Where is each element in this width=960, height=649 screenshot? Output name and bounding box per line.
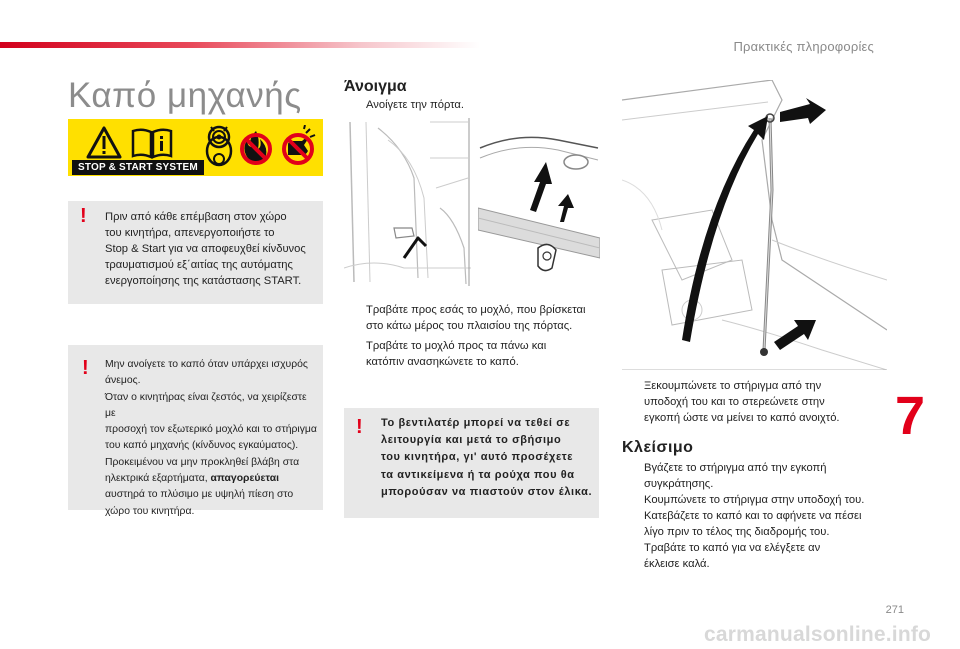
warning-line	[105, 471, 320, 487]
warning-line: του κινητήρα, γι' αυτό προσέχετε	[381, 451, 574, 464]
opening-heading: Άνοιγμα	[344, 78, 407, 95]
step-line: συγκράτησης.	[644, 478, 714, 490]
warning-line: Το βεντιλατέρ μπορεί να τεθεί σε	[381, 417, 571, 429]
opening-step-1	[344, 97, 604, 113]
step-text	[622, 460, 887, 492]
warning-text	[381, 415, 593, 501]
warning-exclamation-icon: !	[82, 357, 89, 379]
stop-start-warning-box	[68, 201, 323, 304]
bonnet-catch-illustration	[478, 118, 600, 286]
warning-line: μπορούσαν να πιαστούν στον έλικα.	[381, 485, 593, 498]
warning-line: Stop & Start για να αποφευχθεί κίνδυνος	[105, 243, 306, 255]
step-text	[622, 540, 887, 572]
step-line: στο κάτω μέρος του πλαισίου της πόρτας.	[366, 320, 573, 332]
step-line: έκλεισε καλά.	[644, 558, 710, 570]
interior-release-lever-illustration	[344, 118, 471, 286]
stop-start-label: STOP & START SYSTEM	[72, 160, 204, 175]
step-line: Τραβάτε το μοχλό προς τα πάνω και	[366, 340, 547, 352]
page-title: Καπό μηχανής	[68, 76, 302, 115]
closing-step-4	[622, 540, 887, 572]
wind-heat-warning-box	[68, 345, 323, 517]
warning-line: Πριν από κάθε επέμβαση στον χώρο	[105, 211, 287, 223]
warning-text	[105, 209, 317, 289]
step-line: Βγάζετε το στήριγμα από την εγκοπή	[644, 462, 827, 474]
warning-line: τα αντικείμενα ή τα ρούχα που θα	[381, 468, 575, 481]
step-line: υποδοχή του και το στερεώνετε στην	[644, 396, 825, 408]
warning-label-panel	[68, 119, 323, 176]
warning-line: Προκειμένου να μην προκληθεί βλάβη στα	[105, 456, 300, 468]
step-line: λίγο πριν το τέλος της διαδρομής του.	[644, 526, 830, 538]
warning-line: ενεργοποίησης της κατάστασης START.	[105, 275, 302, 287]
warning-line: του κινητήρα, απενεργοποιήστε το	[105, 227, 275, 239]
warning-line: του καπό μηχανής (κίνδυνος εγκαύματος).	[105, 440, 299, 452]
fan-warning-box	[344, 408, 599, 518]
step-text: Ανοίγετε την πόρτα.	[366, 99, 464, 111]
no-flame-icon	[238, 125, 274, 171]
warning-line: άνεμος.	[105, 375, 141, 387]
step-text	[622, 508, 887, 540]
warning-triangle-icon	[86, 126, 122, 160]
closing-heading: Κλείσιμο	[622, 439, 694, 456]
warning-line-prefix: ηλεκτρικά εξαρτήματα,	[105, 473, 211, 485]
warning-line: λειτουργία και μετά το σβήσιμο	[381, 434, 562, 447]
bonnet-prop-illustration	[622, 80, 887, 370]
warning-line: χώρο του κινητήρα.	[105, 505, 195, 517]
step-text	[344, 302, 604, 334]
step-line: Τραβάτε το καπό για να ελέγξετε αν	[644, 542, 821, 554]
watermark: carmanualsonline.info	[704, 623, 932, 646]
step-text	[622, 378, 887, 426]
warning-text	[105, 357, 320, 520]
section-title: Πρακτικές πληροφορίες	[733, 39, 874, 54]
warning-line: Μην ανοίγετε το καπό όταν υπάρχει ισχυρός	[105, 359, 308, 370]
warning-line: Όταν ο κινητήρας είναι ζεστός, να χειρίζεστε με	[105, 391, 307, 419]
opening-step-3	[344, 338, 604, 370]
step-line: Κατεβάζετε το καπό και το αφήνετε να πέσει	[644, 510, 862, 522]
warning-emphasis: απαγορεύεται	[210, 473, 280, 485]
closing-step-1	[622, 460, 887, 492]
header-accent-bar	[0, 42, 480, 48]
closing-step-3	[622, 508, 887, 540]
warning-line: τραυματισμού εξ΄αιτίας της αυτόματης	[105, 259, 293, 271]
closing-step-2	[622, 492, 887, 508]
page-number: 271	[885, 604, 904, 616]
step-text: Κουμπώνετε το στήριγμα στην υποδοχή του.	[644, 494, 865, 506]
warning-line: προσοχή τον εξωτερικό μοχλό και το στήριγμα	[105, 424, 317, 436]
step-line: Τραβάτε προς εσάς το μοχλό, που βρίσκεται	[366, 304, 586, 316]
chapter-number: 7	[895, 386, 926, 446]
warning-exclamation-icon: !	[80, 205, 87, 227]
opening-step-2	[344, 302, 604, 334]
step-line: Ξεκουμπώνετε το στήριγμα από την	[644, 380, 822, 392]
step-line: κατόπιν ανασηκώνετε το καπό.	[366, 356, 519, 368]
opening-step-4	[622, 378, 887, 426]
step-text	[344, 338, 604, 370]
no-hand-icon	[278, 125, 318, 171]
fan-belt-icon	[202, 125, 236, 171]
warning-line: αυστηρά το πλύσιμο με υψηλή πίεση στο	[105, 489, 294, 501]
warning-exclamation-icon: !	[356, 416, 363, 438]
step-line: εγκοπή ώστε να μείνει το καπό ανοιχτό.	[644, 412, 840, 424]
manual-book-icon	[130, 126, 174, 160]
